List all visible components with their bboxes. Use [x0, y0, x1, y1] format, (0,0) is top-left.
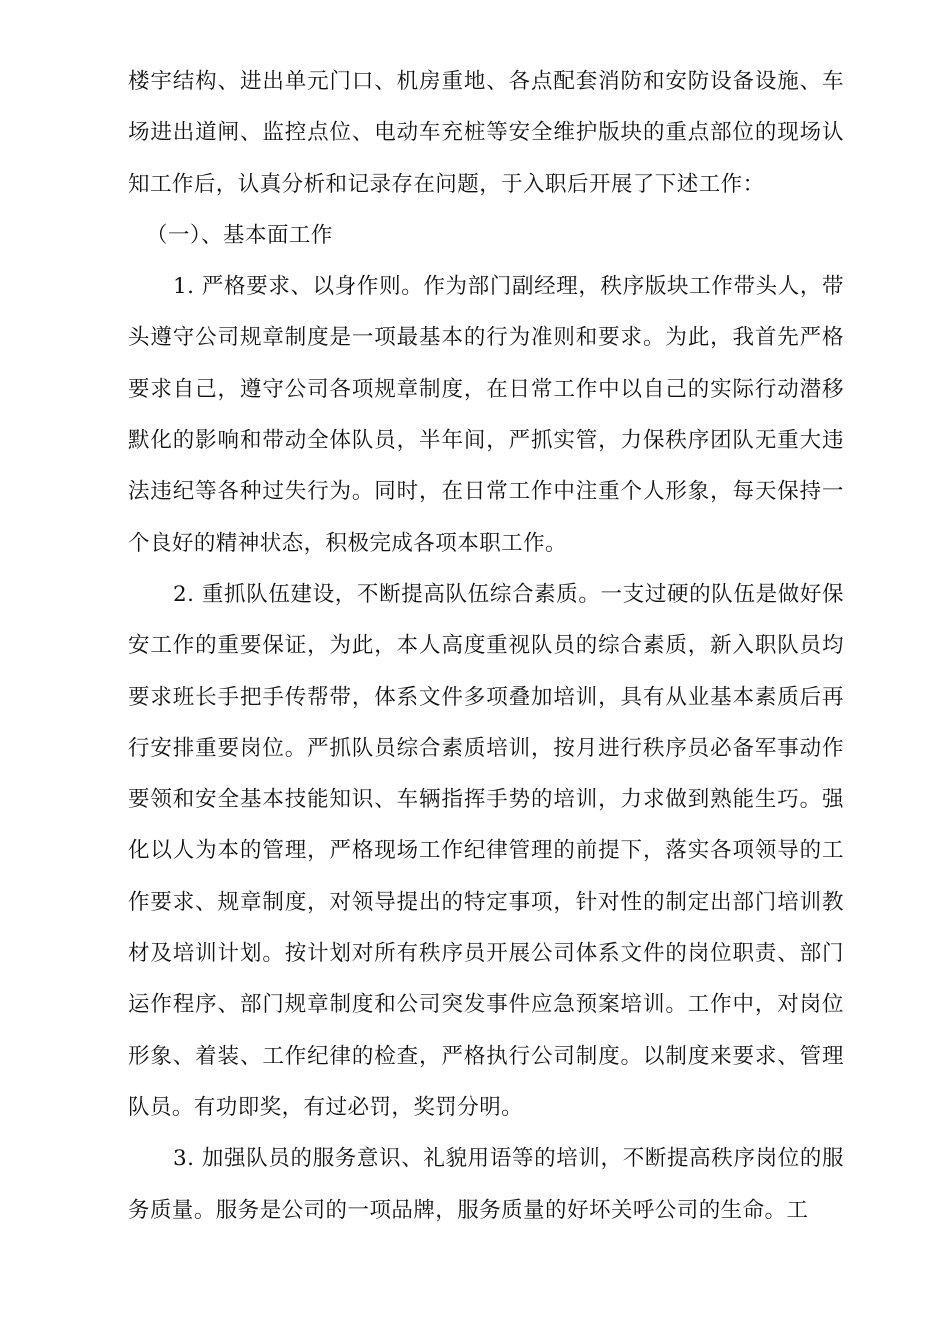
paragraph-continuation: 楼宇结构、进出单元门口、机房重地、各点配套消防和安防设备设施、车场进出道闸、监控点位、电动车充桩等安全维护版块的重点部位的现场认知工作后，认真分析和记录存在问题，于入职后开展了下述工作： — [128, 69, 844, 197]
paragraph-item-3: 3. 加强队员的服务意识、礼貌用语等的培训，不断提高秩序岗位的服务质量。服务是公司的一项品牌，服务质量的好坏关呼公司的生命。工 — [128, 1146, 844, 1223]
document-page — [128, 56, 844, 1236]
section-heading-basics: （一）、基本面工作 — [146, 222, 333, 248]
paragraph-item-2: 2. 重抓队伍建设，不断提高队伍综合素质。一支过硬的队伍是做好保安工作的重要保证，为此，本人高度重视队员的综合素质，新入职队员均要求班长手把手传帮带，体系文件多项叠加培训，具有从业基本素质后再行安排重要岗位。严抓队员综合素质培训，按月进行秩序员必备军事动作要领和安全基本技能知识、车辆指挥手势的培训，力求做到熟能生巧。强化以人为本的管理，严格现场工作纪律管理的前提下，落实各项领导的工作要求、规章制度，对领导提出的特定事项，针对性的制定出部门培训教材及培训计划。按计划对所有秩序员开展公司体系文件的岗位职责、部门运作程序、部门规章制度和公司突发事件应急预案培训。工作中，对岗位形象、着装、工作纪律的检查，严格执行公司制度。以制度来要求、管理队员。有功即奖，有过必罚，奖罚分明。 — [128, 581, 844, 1120]
paragraph-item-1: 1. 严格要求、以身作则。作为部门副经理，秩序版块工作带头人，带头遵守公司规章制度是一项最基本的行为准则和要求。为此，我首先严格要求自己，遵守公司各项规章制度，在日常工作中以自己的实际行动潜移默化的影响和带动全体队员，半年间，严抓实管，力保秩序团队无重大违法违纪等各种过失行为。同时，在日常工作中注重个人形象，每天保持一个良好的精神状态，积极完成各项本职工作。 — [128, 274, 844, 556]
